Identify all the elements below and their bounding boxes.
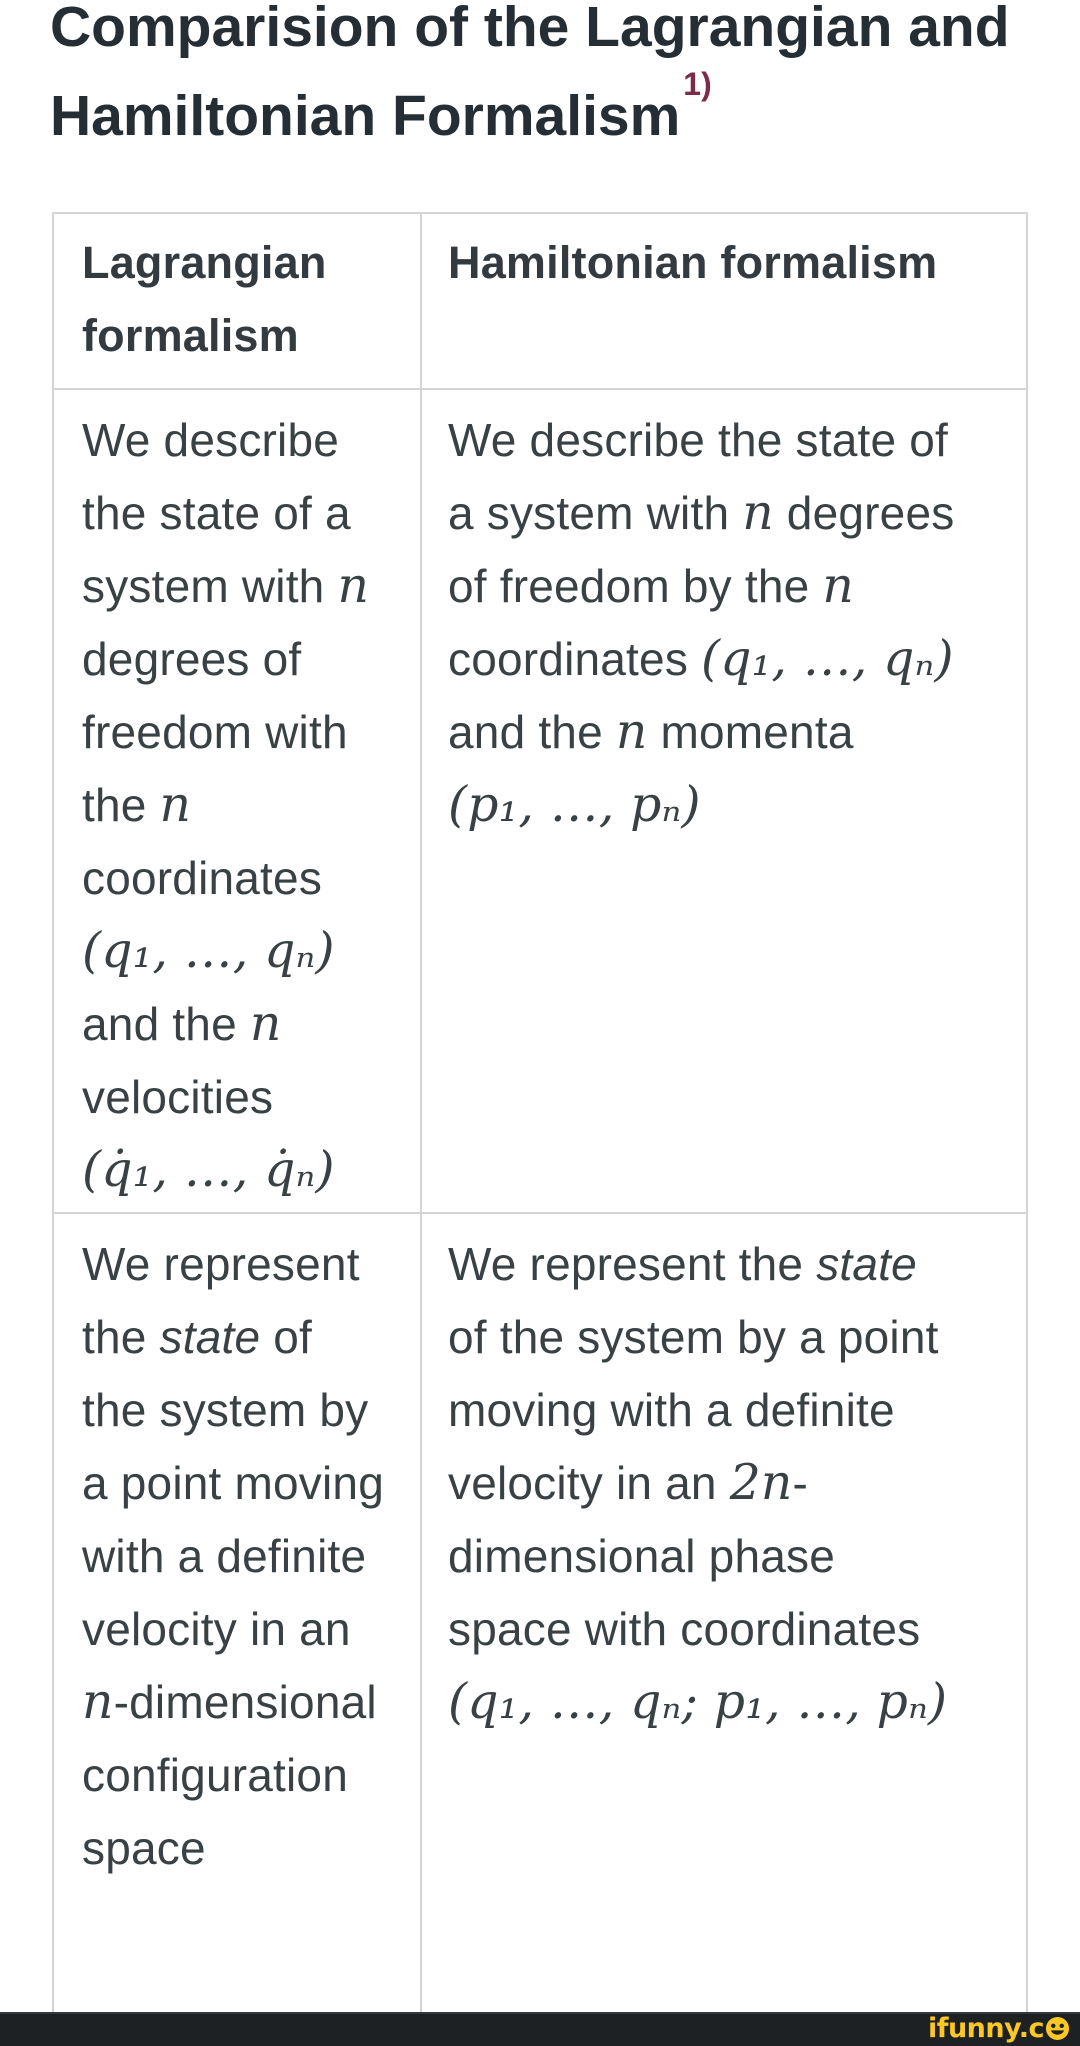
text-run: velocities	[82, 1071, 274, 1123]
math-run: (q̇₁, …, q̇ₙ)	[82, 1142, 335, 1198]
text-run: and the	[82, 998, 250, 1050]
text-run: coordinates	[448, 633, 701, 685]
text-run: degrees of freedom with the	[82, 633, 348, 831]
page-title-text: Comparision of the Lagrangian and Hamiltonian Formalism	[50, 0, 1010, 148]
text-run: of the system by a point moving with a definite velocity in an	[82, 1311, 384, 1655]
italic-run: state	[159, 1311, 261, 1363]
text-run: We describe the state of a system with	[448, 414, 948, 539]
math-run: 2n	[729, 1455, 793, 1511]
math-run: n	[822, 558, 854, 614]
text-run: degrees of freedom by the	[448, 487, 955, 612]
ifunny-logo	[928, 2013, 1070, 2044]
smiley-icon	[1045, 2016, 1070, 2041]
page-title	[50, 0, 1035, 155]
header-cell-lagrangian: Lagrangian formalism	[54, 214, 422, 388]
text-run: We represent the	[448, 1238, 817, 1290]
footnote-reference: 1)	[683, 66, 712, 102]
math-run: n	[82, 1674, 114, 1730]
math-run: n	[249, 996, 282, 1052]
text-run: and the	[448, 706, 616, 758]
math-run: (q₁, …, qₙ; p₁, …, pₙ)	[448, 1674, 948, 1730]
text-run: -dimensional phase space with coordinates	[448, 1457, 921, 1655]
comparison-table	[52, 212, 1028, 2012]
math-run: (p₁, …, pₙ)	[448, 777, 701, 833]
text-run: of the system by a point moving with a definite velocity in an	[448, 1311, 939, 1509]
ifunny-logo-text: ifunny.c	[927, 2013, 1044, 2044]
cell-lagrangian-state	[54, 390, 422, 1212]
math-run: n	[615, 704, 648, 760]
text-run: We describe the state of a system with	[82, 414, 351, 612]
header-cell-hamiltonian: Hamiltonian formalism	[448, 237, 938, 288]
table-header-row	[54, 214, 1026, 390]
math-run: n	[159, 777, 192, 833]
cell-lagrangian-representation	[54, 1214, 422, 2012]
cell-hamiltonian-state	[422, 390, 1026, 1212]
watermark-bar	[0, 2012, 1080, 2046]
math-run: (q₁, …, qₙ)	[701, 631, 954, 687]
text-run: momenta	[647, 706, 854, 758]
table-row-state-description	[54, 390, 1026, 1214]
math-run: n	[337, 558, 370, 614]
table-row-state-representation	[54, 1214, 1026, 2012]
italic-run: state	[816, 1238, 917, 1290]
math-run: (q₁, …, qₙ)	[82, 923, 335, 979]
text-run: We represent the	[82, 1238, 360, 1363]
text-run: -dimensional configuration space	[82, 1676, 377, 1874]
cell-hamiltonian-representation	[422, 1214, 1026, 2012]
math-run: n	[742, 485, 774, 541]
text-run: coordinates	[82, 852, 323, 904]
